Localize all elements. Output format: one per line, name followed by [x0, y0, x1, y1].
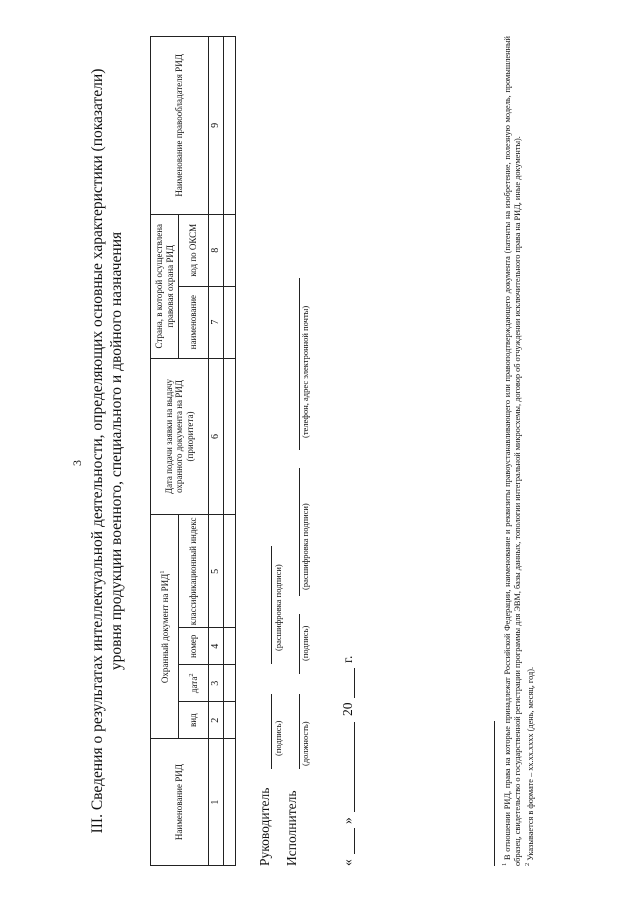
- header-country-name: наименование: [179, 286, 209, 358]
- header-filing-date: Дата подачи заявки на выдачу охранного документа на РИД (приоритета): [151, 358, 209, 515]
- header-rights-holder: Наименование правообладателя РИД: [151, 37, 209, 215]
- header-doc-date: дата$^2$: [179, 665, 209, 702]
- date-day-line: [353, 828, 355, 854]
- executor-contacts-caption: (телефон, адрес электронной почты): [300, 305, 310, 438]
- column-number: 1: [209, 739, 224, 866]
- footnotes: [500, 36, 536, 866]
- head-label: Руководитель: [257, 787, 272, 866]
- header-country: Страна, в которой осуществлена правовая охрана РИД: [151, 214, 179, 358]
- header-doc-class-index: классификационный индекс: [179, 515, 209, 628]
- page-number: 3: [70, 460, 84, 466]
- empty-cell: [224, 628, 236, 665]
- empty-cell: [224, 358, 236, 515]
- footnote-2: $^2$ Указывается в формате – хх.хх.хххх (день, месяц, год).: [524, 666, 535, 866]
- executor-signature-caption: (подпись): [300, 625, 310, 661]
- column-number: 6: [209, 358, 224, 515]
- date-month-line: [353, 722, 355, 812]
- head-decoding-caption: (расшифровка подписи): [273, 564, 283, 651]
- date-quote-close: »: [340, 817, 355, 824]
- empty-cell: [224, 739, 236, 866]
- section-title-line-2: уровня продукции военного, специального и двойного назначения: [108, 231, 125, 671]
- executor-decoding-caption: (расшифровка подписи): [300, 503, 310, 590]
- date-quote-open: «: [340, 859, 355, 866]
- header-protection-document: Охранный документ на РИД$^1$: [151, 515, 179, 739]
- header-country-code: код по ОКСМ: [179, 214, 209, 286]
- header-rid-name: Наименование РИД: [151, 739, 209, 866]
- empty-cell: [224, 286, 236, 358]
- head-signature-caption: (подпись): [273, 720, 283, 756]
- date-year-suffix: г.: [340, 655, 355, 663]
- head-signature-line: [270, 694, 272, 769]
- column-number: 9: [209, 37, 224, 215]
- section-title: [88, 36, 126, 866]
- empty-cell: [224, 37, 236, 215]
- column-number: 4: [209, 628, 224, 665]
- column-number: 7: [209, 286, 224, 358]
- date-year-line: [353, 668, 355, 698]
- head-decoding-line: [270, 546, 272, 664]
- executor-label: Исполнитель: [284, 790, 299, 866]
- header-doc-type: вид: [179, 702, 209, 739]
- section-title-line-1: III. Сведения о результатах интеллектуальной деятельности, определяющих основные характеристики (показатели): [89, 68, 106, 834]
- column-number: 5: [209, 515, 224, 628]
- column-number: 3: [209, 665, 224, 702]
- column-number: 8: [209, 214, 224, 286]
- date-year-prefix: 20: [340, 702, 355, 716]
- column-number: 2: [209, 702, 224, 739]
- empty-data-row: [224, 37, 236, 866]
- empty-cell: [224, 665, 236, 702]
- header-doc-number: номер: [179, 628, 209, 665]
- empty-cell: [224, 214, 236, 286]
- executor-position-caption: (должность): [300, 721, 310, 766]
- footnote-1: $^1$ В отношении РИД, права на которые принадлежат Российской Федерации, наименование и реквизиты правоустанавливающего или правоподтверждающего документа (патенты на изобретение, полезную модель, промышленный образец, свидетельство о государственной регистрации программы для ЭВМ, базы данных, топологии интегральной микросхемы, договор об отчуждении исключительного права на РИД, иные документы).: [501, 36, 522, 866]
- column-number-row: [209, 37, 224, 866]
- empty-cell: [224, 702, 236, 739]
- footnote-divider: [494, 721, 495, 866]
- empty-cell: [224, 515, 236, 628]
- rid-table: [150, 36, 236, 866]
